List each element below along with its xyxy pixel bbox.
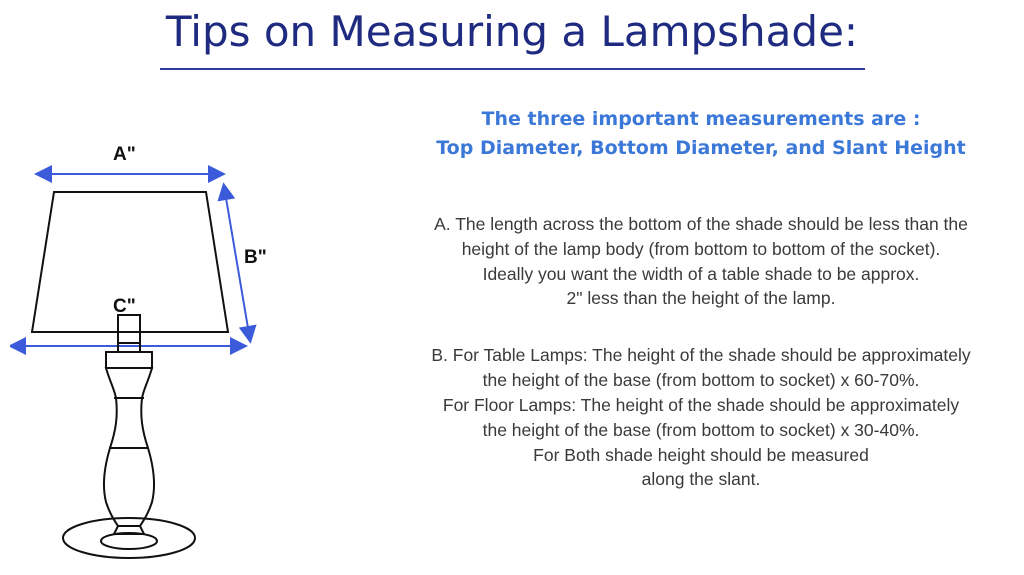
section-b-line: For Floor Lamps: The height of the shade should be approximately — [442, 394, 960, 415]
lamp-diagram-svg — [10, 130, 310, 560]
lamp-diagram — [10, 130, 310, 560]
section-b-line: B. For Table Lamps: The height of the shade should be approximately — [431, 345, 971, 366]
section-b-line: along the slant. — [641, 469, 761, 490]
section-a-line: A. The length across the bottom of the shade should be less than the — [434, 213, 968, 234]
label-bottom-diameter: C" — [113, 296, 136, 317]
section-b-line: the height of the base (from bottom to socket) x 60-70%. — [482, 370, 920, 391]
section-b — [385, 343, 1017, 492]
label-slant-height: B" — [244, 247, 267, 268]
subtitle-block — [385, 105, 1017, 164]
title-block — [0, 8, 1024, 70]
section-a — [385, 212, 1017, 311]
section-b-line: For Both shade height should be measured — [533, 444, 869, 465]
page-title: Tips on Measuring a Lampshade: — [165, 7, 859, 56]
section-a-line: Ideally you want the width of a table shade to be approx. — [482, 263, 920, 284]
subtitle-line-1: The three important measurements are : — [481, 108, 921, 130]
label-top-diameter: A" — [113, 144, 136, 165]
section-a-line: 2" less than the height of the lamp. — [566, 288, 836, 309]
subtitle-line-2: Top Diameter, Bottom Diameter, and Slant Height — [436, 137, 966, 160]
title-underline — [160, 68, 865, 70]
section-a-line: height of the lamp body (from bottom to bottom of the socket). — [461, 238, 941, 259]
lamp-base-outline — [63, 315, 195, 558]
section-b-line: the height of the base (from bottom to socket) x 30-40%. — [482, 419, 920, 440]
text-column — [385, 105, 1017, 492]
